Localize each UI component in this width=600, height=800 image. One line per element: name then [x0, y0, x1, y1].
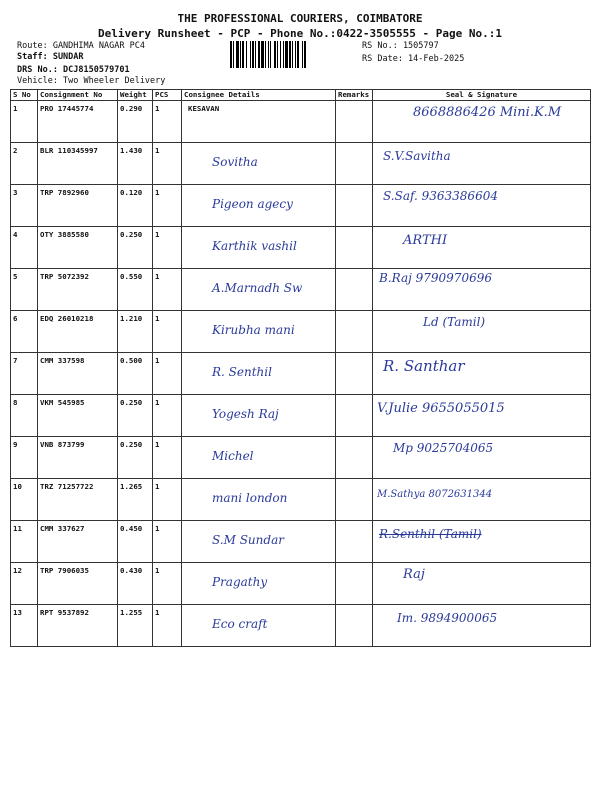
cell-sno: 13 [11, 605, 38, 647]
cell-sno: 4 [11, 227, 38, 269]
table-row [11, 227, 591, 269]
cell-pcs: 1 [153, 101, 182, 143]
table-header [11, 90, 591, 101]
cell-weight: 0.250 [118, 437, 153, 479]
cell-remarks [336, 353, 373, 395]
cell-sno: 12 [11, 563, 38, 605]
signature-handwritten: ARTHI [403, 233, 448, 248]
consignee-handwritten: Karthik vashil [212, 239, 297, 253]
cell-weight: 0.550 [118, 269, 153, 311]
cell-signature [373, 269, 591, 311]
cell-pcs: 1 [153, 395, 182, 437]
table-row [11, 353, 591, 395]
col-weight: Weight [118, 90, 153, 101]
cell-pcs: 1 [153, 269, 182, 311]
staff-label: Staff: SUNDAR [17, 52, 84, 62]
cell-remarks [336, 563, 373, 605]
cell-signature [373, 395, 591, 437]
signature-handwritten: V.Julie 9655055015 [377, 401, 505, 416]
runsheet-subtitle: Delivery Runsheet - PCP - Phone No.:0422-3505555 - Page No.:1 [98, 27, 502, 40]
cell-remarks [336, 227, 373, 269]
cell-sno: 10 [11, 479, 38, 521]
cell-weight: 0.500 [118, 353, 153, 395]
consignee-handwritten: mani london [212, 491, 288, 505]
cell-pcs: 1 [153, 563, 182, 605]
table-row [11, 521, 591, 563]
cell-consignment: TRP 7892960 [38, 185, 118, 227]
cell-consignment: BLR 110345997 [38, 143, 118, 185]
consignee-handwritten: Kirubha mani [212, 323, 295, 337]
cell-sno: 11 [11, 521, 38, 563]
cell-consignment: VNB 873799 [38, 437, 118, 479]
cell-consignee [182, 437, 336, 479]
cell-pcs: 1 [153, 185, 182, 227]
cell-pcs: 1 [153, 227, 182, 269]
cell-weight: 0.430 [118, 563, 153, 605]
cell-pcs: 1 [153, 311, 182, 353]
table-row [11, 479, 591, 521]
cell-consignment: TRP 5072392 [38, 269, 118, 311]
vehicle-label: Vehicle: Two Wheeler Delivery [17, 76, 166, 86]
cell-remarks [336, 101, 373, 143]
signature-handwritten: Im. 9894900065 [397, 611, 498, 625]
cell-remarks [336, 185, 373, 227]
cell-signature [373, 311, 591, 353]
signature-handwritten: S.V.Savitha [383, 149, 451, 163]
cell-consignment: OTY 3885580 [38, 227, 118, 269]
signature-handwritten: 8668886426 Mini.K.M [413, 105, 562, 120]
cell-pcs: 1 [153, 437, 182, 479]
cell-remarks [336, 395, 373, 437]
col-consignee: Consignee Details [182, 90, 336, 101]
cell-consignment: TRZ 71257722 [38, 479, 118, 521]
cell-consignee [182, 395, 336, 437]
cell-consignment: TRP 7906035 [38, 563, 118, 605]
cell-pcs: 1 [153, 353, 182, 395]
cell-remarks [336, 605, 373, 647]
cell-weight: 1.265 [118, 479, 153, 521]
cell-weight: 0.290 [118, 101, 153, 143]
cell-signature [373, 479, 591, 521]
col-sno: S No [11, 90, 38, 101]
cell-sno: 5 [11, 269, 38, 311]
table-row [11, 395, 591, 437]
cell-signature [373, 521, 591, 563]
signature-handwritten: Mp 9025704065 [393, 441, 494, 455]
cell-remarks [336, 521, 373, 563]
consignee-handwritten: R. Senthil [212, 365, 272, 379]
table-row [11, 311, 591, 353]
col-consignment: Consignment No [38, 90, 118, 101]
cell-remarks [336, 311, 373, 353]
consignee-handwritten: S.M Sundar [212, 533, 284, 547]
cell-sno: 8 [11, 395, 38, 437]
cell-sno: 3 [11, 185, 38, 227]
cell-signature [373, 101, 591, 143]
cell-consignee [182, 101, 336, 143]
consignee-handwritten: Michel [212, 449, 254, 463]
cell-signature [373, 185, 591, 227]
consignee-handwritten: Eco craft [212, 617, 268, 631]
cell-consignment: CMM 337598 [38, 353, 118, 395]
cell-consignee [182, 143, 336, 185]
cell-consignee [182, 185, 336, 227]
table-row [11, 437, 591, 479]
col-signature: Seal & Signature [373, 90, 591, 101]
cell-consignment: EDQ 26010218 [38, 311, 118, 353]
cell-weight: 1.430 [118, 143, 153, 185]
cell-remarks [336, 479, 373, 521]
cell-consignment: RPT 9537892 [38, 605, 118, 647]
runsheet-table [10, 89, 591, 647]
cell-remarks [336, 143, 373, 185]
signature-handwritten: Ld (Tamil) [423, 315, 486, 329]
cell-consignee [182, 269, 336, 311]
table-row [11, 563, 591, 605]
route-label: Route: GANDHIMA NAGAR PC4 [17, 41, 145, 51]
table-row [11, 269, 591, 311]
cell-pcs: 1 [153, 479, 182, 521]
cell-consignment: VKM 545985 [38, 395, 118, 437]
cell-consignee [182, 227, 336, 269]
consignee-handwritten: Pragathy [212, 575, 268, 589]
signature-handwritten: R.Senthil (Tamil) [379, 527, 482, 541]
cell-weight: 0.250 [118, 395, 153, 437]
cell-weight: 1.255 [118, 605, 153, 647]
cell-consignment: PRO 17445774 [38, 101, 118, 143]
cell-signature [373, 437, 591, 479]
cell-consignee [182, 311, 336, 353]
consignee-handwritten: Pigeon agecy [212, 197, 293, 211]
signature-handwritten: Raj [403, 567, 425, 582]
barcode-icon [229, 41, 353, 68]
cell-consignee [182, 563, 336, 605]
cell-consignee [182, 521, 336, 563]
cell-signature [373, 227, 591, 269]
cell-consignee [182, 605, 336, 647]
col-remarks: Remarks [336, 90, 373, 101]
cell-signature [373, 143, 591, 185]
cell-sno: 7 [11, 353, 38, 395]
cell-weight: 0.450 [118, 521, 153, 563]
table-row [11, 605, 591, 647]
cell-weight: 0.250 [118, 227, 153, 269]
signature-handwritten: R. Santhar [383, 357, 465, 375]
cell-remarks [336, 269, 373, 311]
cell-pcs: 1 [153, 521, 182, 563]
col-pcs: PCS [153, 90, 182, 101]
signature-handwritten: B.Raj 9790970696 [379, 271, 492, 285]
consignee-handwritten: A.Marnadh Sw [212, 281, 303, 295]
consignee-printed: KESAVAN [188, 104, 220, 113]
cell-weight: 1.210 [118, 311, 153, 353]
consignee-handwritten: Yogesh Raj [212, 407, 279, 421]
table-row [11, 143, 591, 185]
cell-sno: 6 [11, 311, 38, 353]
cell-sno: 9 [11, 437, 38, 479]
drs-number: DRS No.: DCJ8150579701 [17, 65, 130, 75]
table-row [11, 101, 591, 143]
cell-signature [373, 353, 591, 395]
cell-consignee [182, 479, 336, 521]
cell-sno: 2 [11, 143, 38, 185]
signature-handwritten: S.Saf. 9363386604 [383, 189, 498, 203]
company-title: THE PROFESSIONAL COURIERS, COIMBATORE [177, 12, 423, 25]
cell-remarks [336, 437, 373, 479]
cell-sno: 1 [11, 101, 38, 143]
consignee-handwritten: Sovitha [212, 155, 258, 169]
cell-signature [373, 563, 591, 605]
signature-handwritten: M.Sathya 8072631344 [377, 489, 493, 500]
rs-number: RS No.: 1505797 [362, 41, 439, 51]
table-row [11, 185, 591, 227]
cell-signature [373, 605, 591, 647]
cell-pcs: 1 [153, 143, 182, 185]
cell-weight: 0.120 [118, 185, 153, 227]
cell-consignee [182, 353, 336, 395]
cell-consignment: CMM 337627 [38, 521, 118, 563]
cell-pcs: 1 [153, 605, 182, 647]
rs-date: RS Date: 14-Feb-2025 [362, 54, 465, 64]
